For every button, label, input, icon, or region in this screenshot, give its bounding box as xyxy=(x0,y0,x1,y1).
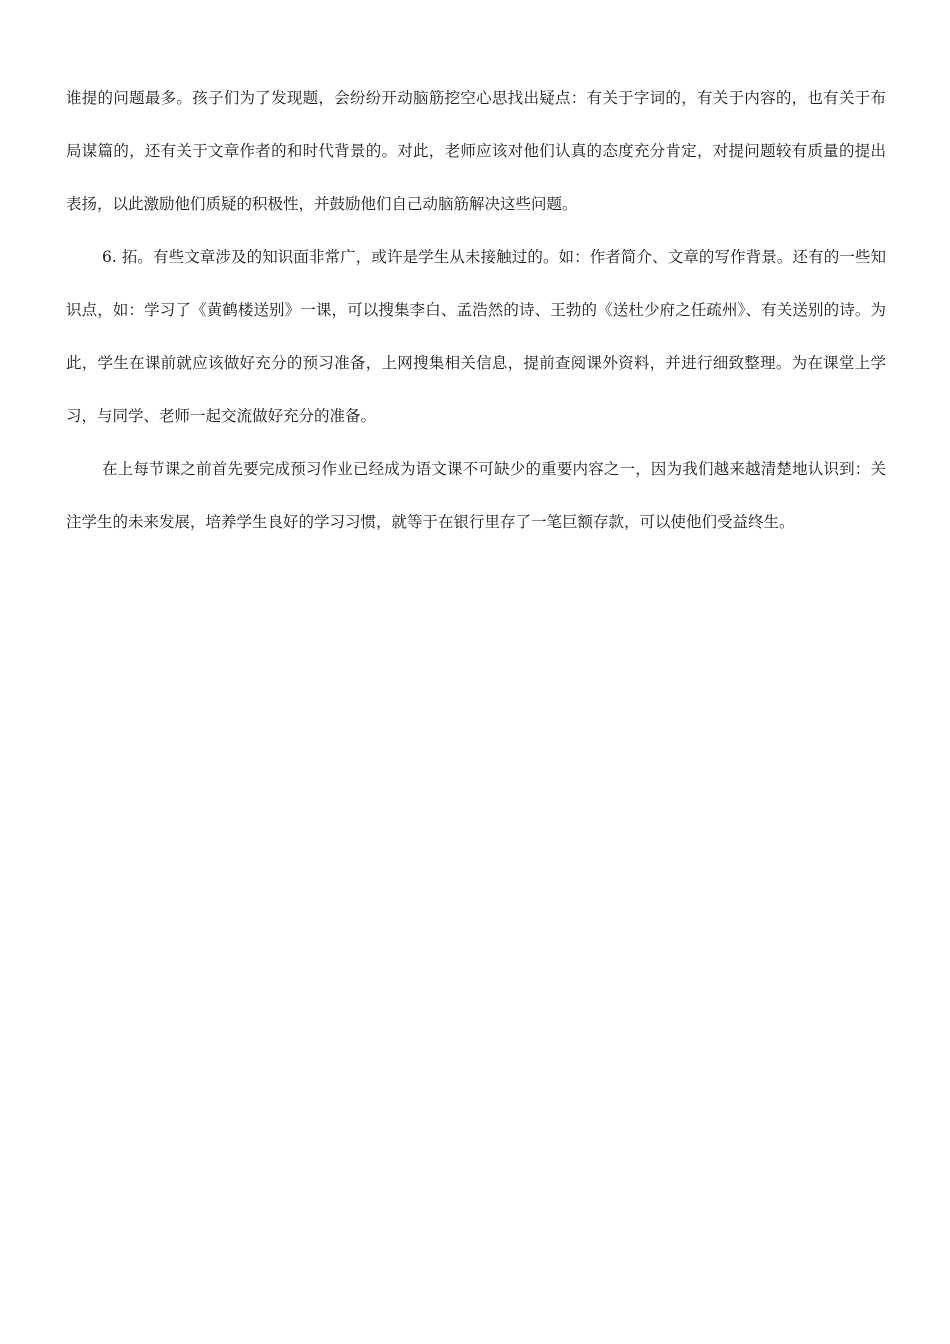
paragraph-expansion xyxy=(66,231,886,443)
paragraph-text: 谁提的问题最多。孩子们为了发现题，会纷纷开动脑筋挖空心思找出疑点：有关于字词的，有关于内容的，也有关于布局谋篇的，还有关于文章作者的和时代背景的。对此，老师应该对他们认真的态度充分肯定，对提问题较有质量的提出表扬，以此激励他们质疑的积极性，并鼓励他们自己动脑筋解决这些问题。 xyxy=(66,89,886,213)
paragraph-text: 6. 拓。有些文章涉及的知识面非常广，或许是学生从未接触过的。如：作者简介、文章的写作背景。还有的一些知识点，如：学习了《黄鹤楼送别》一课，可以搜集李白、孟浩然的诗、王勃的《送杜少府之任疏州》、有关送别的诗。为此，学生在课前就应该做好充分的预习准备，上网搜集相关信息，提前查阅课外资料，并进行细致整理。为在课堂上学习，与同学、老师一起交流做好充分的准备。 xyxy=(66,248,886,425)
paragraph-text: 在上每节课之前首先要完成预习作业已经成为语文课不可缺少的重要内容之一，因为我们越来越清楚地认识到：关注学生的未来发展，培养学生良好的学习习惯，就等于在银行里存了一笔巨额存款，可以使他们受益终生。 xyxy=(66,460,886,531)
document-page xyxy=(66,72,886,549)
paragraph-conclusion xyxy=(66,443,886,549)
paragraph-questioning xyxy=(66,72,886,231)
